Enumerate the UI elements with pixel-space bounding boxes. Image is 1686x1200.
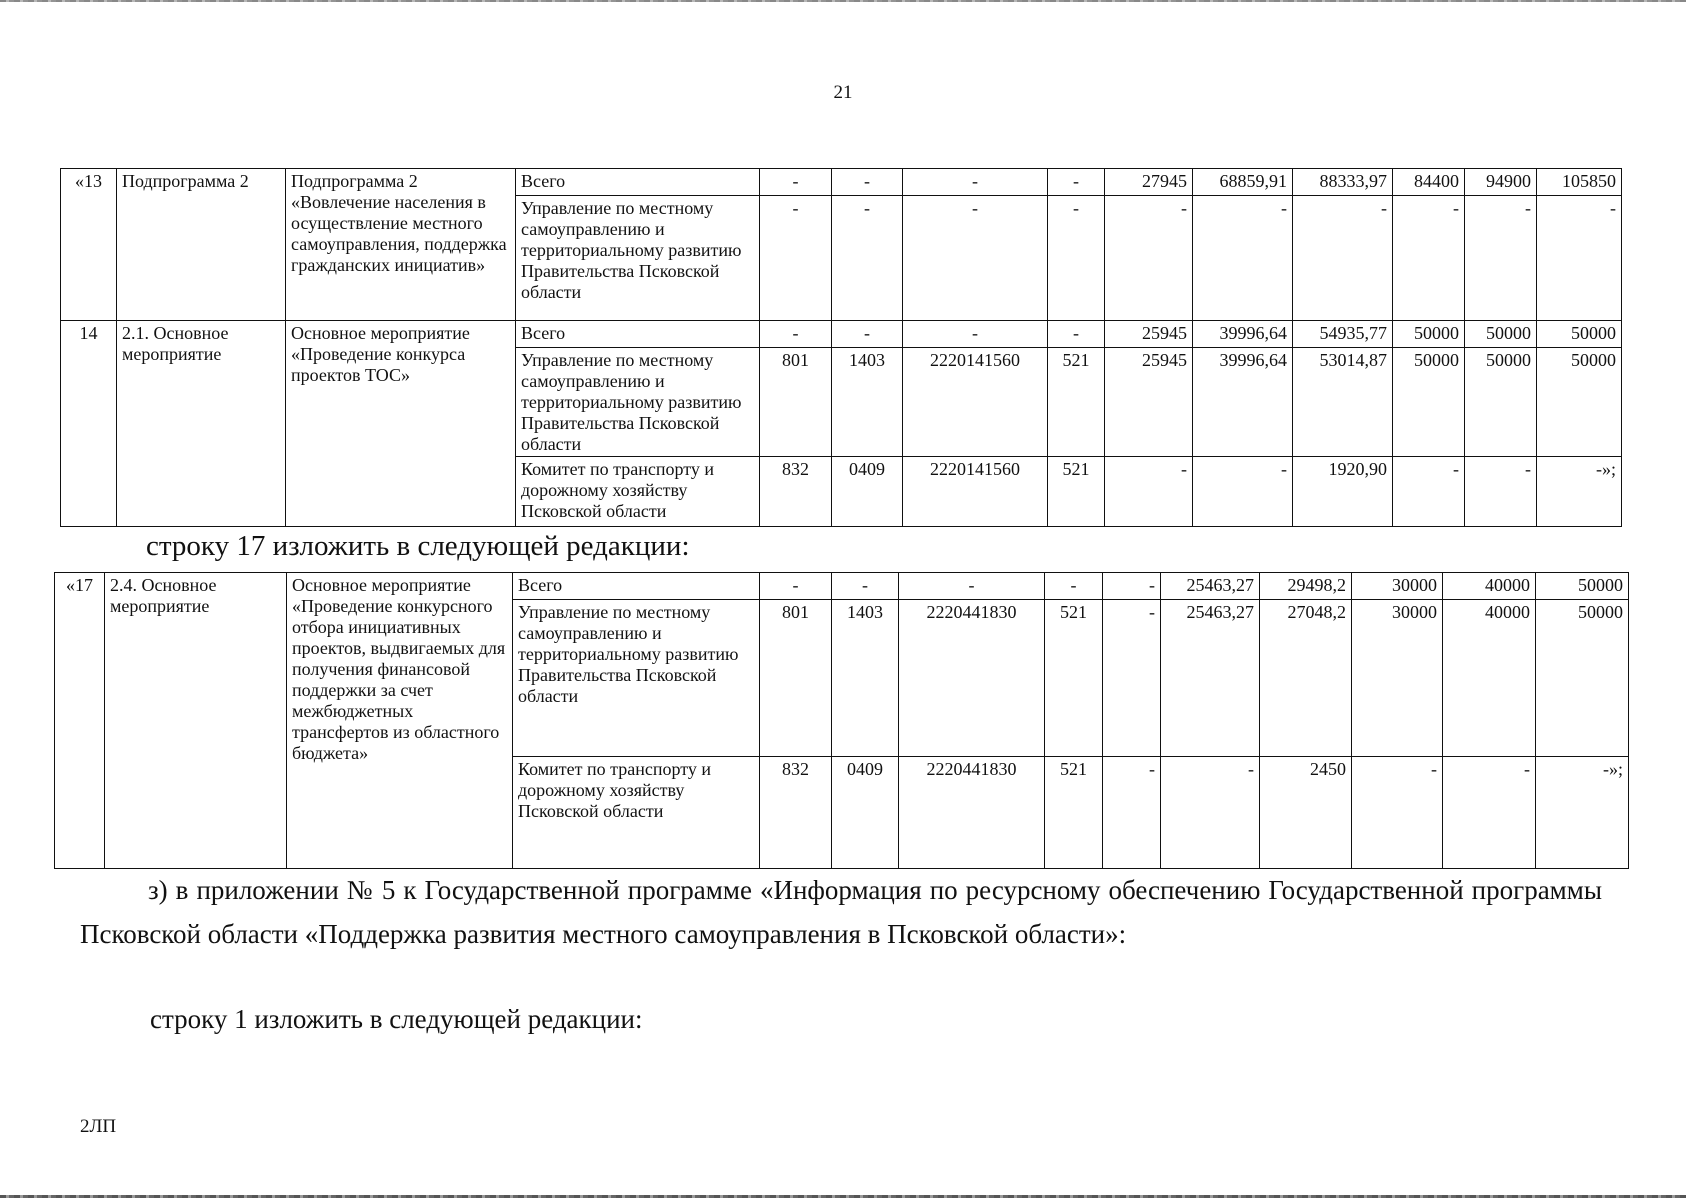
cell-program-name: Подпрограмма 2 «Вовлечение населения в осуществление местного самоуправления, поддержка гражданских инициатив» <box>286 169 516 321</box>
cell-amount: 29498,2 <box>1260 573 1352 600</box>
cell-amount: 84400 <box>1393 169 1465 196</box>
budget-table-1 <box>60 168 1622 527</box>
cell-executor: Всего <box>513 573 760 600</box>
cell-amount: - <box>1193 196 1293 321</box>
scan-edge-top <box>0 0 1686 2</box>
cell-csr: - <box>903 196 1048 321</box>
cell-grbs: - <box>760 573 832 600</box>
cell-rzpr: 0409 <box>832 757 899 869</box>
cell-amount: 50000 <box>1465 348 1537 457</box>
cell-executor: Управление по местному самоуправлению и территориальному развитию Правительства Псковской области <box>513 600 760 757</box>
cell-status: 2.4. Основное мероприятие <box>105 573 287 869</box>
cell-amount: 50000 <box>1465 321 1537 348</box>
cell-rzpr: - <box>832 321 903 348</box>
cell-amount: 40000 <box>1443 600 1536 757</box>
cell-amount: - <box>1393 196 1465 321</box>
cell-amount: 50000 <box>1536 600 1629 757</box>
cell-executor: Комитет по транспорту и дорожному хозяйству Псковской области <box>513 757 760 869</box>
cell-amount: - <box>1537 196 1622 321</box>
cell-amount: 50000 <box>1536 573 1629 600</box>
budget-table-2 <box>54 572 1629 869</box>
cell-grbs: - <box>760 196 832 321</box>
body-paragraph <box>80 868 1602 956</box>
cell-amount: 27945 <box>1105 169 1193 196</box>
cell-vr: 521 <box>1048 457 1105 527</box>
cell-amount: 50000 <box>1393 348 1465 457</box>
cell-program-name: Основное мероприятие «Проведение конкурсного отбора инициативных проектов, выдвигаемых для получения финансовой поддержки за счет межбюджетных трансфертов из областного бюджета» <box>287 573 513 869</box>
cell-csr: - <box>899 573 1045 600</box>
footer-code: 2ЛП <box>80 1116 117 1137</box>
cell-amount: 39996,64 <box>1193 321 1293 348</box>
cell-rzpr: - <box>832 169 903 196</box>
cell-amount: 30000 <box>1352 600 1443 757</box>
cell-amount: -»; <box>1536 757 1629 869</box>
table-row <box>55 573 1629 600</box>
cell-vr: - <box>1048 169 1105 196</box>
cell-grbs: 801 <box>760 600 832 757</box>
cell-amount: 25463,27 <box>1161 600 1260 757</box>
cell-grbs: 832 <box>760 457 832 527</box>
cell-row-number: «17 <box>55 573 105 869</box>
cell-executor: Управление по местному самоуправлению и территориальному развитию Правительства Псковской области <box>516 348 760 457</box>
cell-amount: 105850 <box>1537 169 1622 196</box>
cell-row-number: «13 <box>61 169 117 321</box>
cell-grbs: 801 <box>760 348 832 457</box>
cell-grbs: - <box>760 169 832 196</box>
cell-rzpr: 1403 <box>832 600 899 757</box>
cell-amount: - <box>1103 600 1161 757</box>
cell-rzpr: - <box>832 573 899 600</box>
cell-rzpr: 0409 <box>832 457 903 527</box>
cell-amount: - <box>1443 757 1536 869</box>
cell-grbs: 832 <box>760 757 832 869</box>
cell-program-name: Основное мероприятие «Проведение конкурса проектов ТОС» <box>286 321 516 527</box>
cell-amount: 40000 <box>1443 573 1536 600</box>
cell-amount: 88333,97 <box>1293 169 1393 196</box>
table-row <box>61 169 1622 196</box>
cell-amount: - <box>1393 457 1465 527</box>
cell-amount: - <box>1105 196 1193 321</box>
cell-amount: -»; <box>1537 457 1622 527</box>
cell-rzpr: - <box>832 196 903 321</box>
cell-amount: - <box>1103 757 1161 869</box>
cell-amount: - <box>1465 196 1537 321</box>
cell-amount: 54935,77 <box>1293 321 1393 348</box>
cell-rzpr: 1403 <box>832 348 903 457</box>
cell-amount: - <box>1193 457 1293 527</box>
cell-executor: Управление по местному самоуправлению и территориальному развитию Правительства Псковской области <box>516 196 760 321</box>
instruction-line: строку 17 изложить в следующей редакции: <box>146 530 690 562</box>
cell-vr: 521 <box>1048 348 1105 457</box>
cell-amount: 25945 <box>1105 348 1193 457</box>
table-row <box>61 321 1622 348</box>
scan-edge-bottom <box>0 1195 1686 1198</box>
cell-amount: - <box>1161 757 1260 869</box>
cell-amount: 94900 <box>1465 169 1537 196</box>
cell-vr: - <box>1045 573 1103 600</box>
cell-row-number: 14 <box>61 321 117 527</box>
cell-csr: 2220141560 <box>903 348 1048 457</box>
cell-executor: Комитет по транспорту и дорожному хозяйству Псковской области <box>516 457 760 527</box>
page-number: 21 <box>833 82 853 103</box>
instruction-line: строку 1 изложить в следующей редакции: <box>150 1004 643 1034</box>
cell-csr: - <box>903 169 1048 196</box>
cell-amount: 50000 <box>1537 348 1622 457</box>
cell-vr: 521 <box>1045 600 1103 757</box>
cell-amount: - <box>1293 196 1393 321</box>
cell-amount: 50000 <box>1537 321 1622 348</box>
cell-status: Подпрограмма 2 <box>117 169 286 321</box>
cell-amount: 30000 <box>1352 573 1443 600</box>
cell-executor: Всего <box>516 321 760 348</box>
cell-vr: 521 <box>1045 757 1103 869</box>
cell-amount: 2450 <box>1260 757 1352 869</box>
cell-amount: 53014,87 <box>1293 348 1393 457</box>
cell-amount: 25463,27 <box>1161 573 1260 600</box>
cell-csr: - <box>903 321 1048 348</box>
cell-amount: 1920,90 <box>1293 457 1393 527</box>
cell-status: 2.1. Основное мероприятие <box>117 321 286 527</box>
cell-amount: - <box>1465 457 1537 527</box>
cell-amount: - <box>1105 457 1193 527</box>
cell-csr: 2220141560 <box>903 457 1048 527</box>
cell-csr: 2220441830 <box>899 600 1045 757</box>
cell-amount: 39996,64 <box>1193 348 1293 457</box>
cell-amount: 68859,91 <box>1193 169 1293 196</box>
cell-amount: - <box>1103 573 1161 600</box>
cell-vr: - <box>1048 321 1105 348</box>
cell-amount: - <box>1352 757 1443 869</box>
cell-amount: 25945 <box>1105 321 1193 348</box>
cell-vr: - <box>1048 196 1105 321</box>
paragraph-text: з) в приложении № 5 к Государственной программе «Информация по ресурсному обеспечению Государственной программы Псковской области «Поддержка развития местного самоуправления в Псковской области»: <box>80 875 1602 949</box>
cell-amount: 50000 <box>1393 321 1465 348</box>
cell-executor: Всего <box>516 169 760 196</box>
cell-csr: 2220441830 <box>899 757 1045 869</box>
cell-amount: 27048,2 <box>1260 600 1352 757</box>
cell-grbs: - <box>760 321 832 348</box>
